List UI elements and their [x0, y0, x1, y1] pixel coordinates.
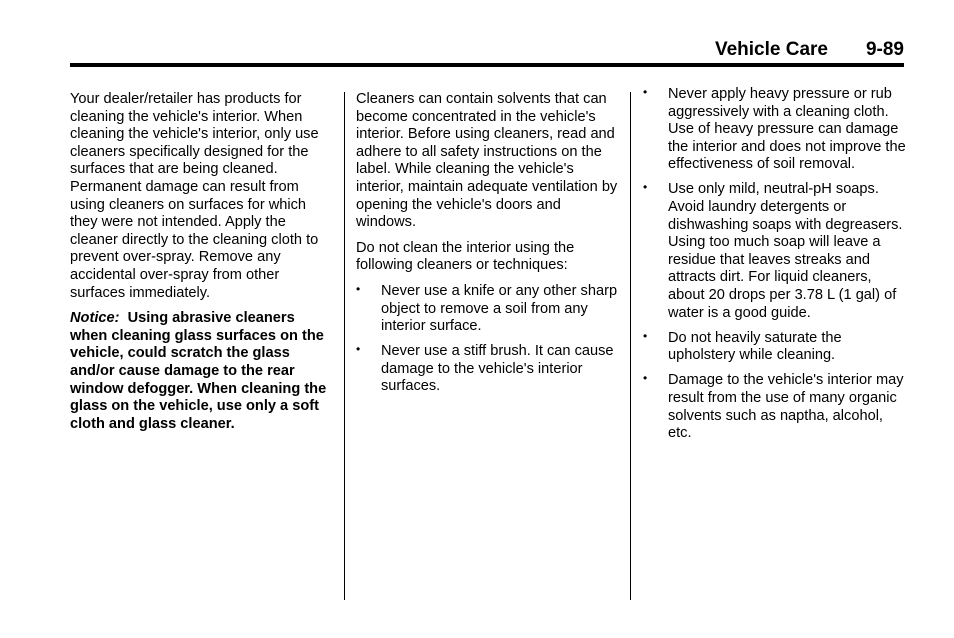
- do-not-clean-paragraph: Do not clean the interior using the following cleaners or techniques:: [356, 239, 575, 274]
- column-divider-1: [344, 92, 345, 600]
- list-item-text: Never use a knife or any other sharp object to remove a soil from any interior surface.: [381, 282, 618, 335]
- page-number: 9-89: [865, 39, 904, 60]
- bullet-icon: •: [643, 328, 648, 343]
- column-1: [70, 91, 332, 441]
- list-item-text: Never use a stiff brush. It can cause damage to the vehicle's interior surfaces.: [381, 343, 614, 395]
- solvents-paragraph: Cleaners can contain solvents that can become concentrated in the vehicle's interior. Before using cleaners, read and adhere to all safety instructions on the label. While cleaning the vehicle's interior, maintain adequate ventilation by opening the vehicle's doors and windows.: [356, 91, 618, 231]
- list-item-text: Use only mild, neutral-pH soaps. Avoid laundry detergents or dishwashing soaps with degreasers. Using too much soap will leave a residue that leaves streaks and attracts dirt. For liquid cleaners, about 20 drops per 3.78 L (1 gal) of water is a good guide.: [668, 181, 903, 321]
- list-item: [643, 86, 908, 174]
- column-2: [356, 91, 618, 404]
- bullet-icon: •: [643, 180, 648, 195]
- list-item: [643, 181, 908, 322]
- section-title: Vehicle Care: [714, 39, 828, 60]
- list-item: [356, 283, 618, 336]
- list-item-text: Damage to the vehicle's interior may result from the use of many organic solvents such as naptha, alcohol, etc.: [668, 372, 904, 442]
- bullet-icon: •: [643, 85, 648, 99]
- bullet-list: [643, 86, 908, 443]
- bullet-list: [356, 283, 618, 396]
- bullet-icon: •: [643, 371, 648, 386]
- notice-text: Using abrasive cleaners when cleaning glass surfaces on the vehicle, could scratch the glass and/or cause damage to the rear window defogger. When cleaning the glass on the vehicle, use only a soft cloth and glass cleaner.: [70, 310, 327, 432]
- bullet-icon: •: [356, 281, 361, 296]
- column-3: [643, 86, 908, 450]
- page-header: [70, 38, 904, 62]
- list-item: [643, 372, 908, 442]
- notice-label: Notice:: [70, 310, 120, 327]
- list-item-text: Do not heavily saturate the upholstery while cleaning.: [668, 329, 842, 364]
- bullet-icon: •: [356, 342, 361, 357]
- list-item: [643, 330, 908, 365]
- list-item-text: Never apply heavy pressure or rub aggressively with a cleaning cloth. Use of heavy pressure can damage the interior and does not improve the effectiveness of soil removal.: [668, 86, 906, 173]
- notice-block: [70, 310, 332, 433]
- column-divider-2: [630, 92, 631, 600]
- header-rule: [70, 63, 904, 67]
- list-item: [356, 343, 618, 396]
- intro-paragraph: Your dealer/retailer has products for cleaning the vehicle's interior. When cleaning the vehicle's interior, only use cleaners specifically designed for the surfaces that are being cleaned. Permanent damage can result from using cleaners on surfaces for which they were not intended. Apply the cleaner directly to the cleaning cloth to prevent over-spray. Remove any accidental over-spray from other surfaces immediately.: [70, 91, 319, 301]
